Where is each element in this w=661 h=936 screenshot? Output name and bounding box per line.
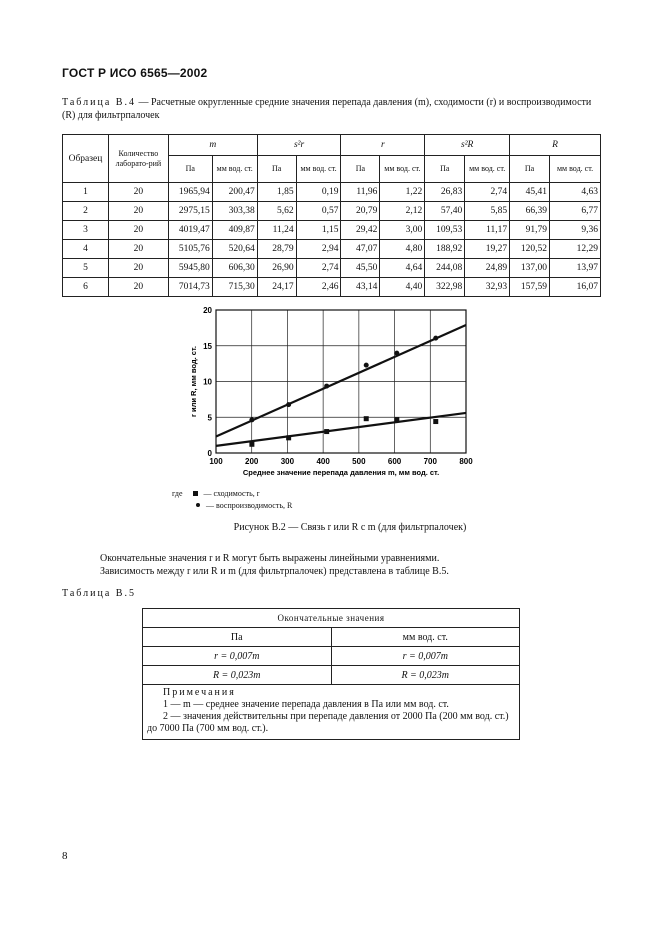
header-R: R xyxy=(510,135,601,156)
table-cell: 5,85 xyxy=(465,202,510,221)
table-cell: 2,46 xyxy=(296,278,341,297)
data-point-R xyxy=(364,363,369,368)
table-cell: 7014,73 xyxy=(168,278,212,297)
table4-caption xyxy=(62,96,602,122)
legend-R-text: — воспроизводимость, R xyxy=(206,501,293,510)
table-cell: 1 xyxy=(63,183,109,202)
x-axis-label: Среднее значение перепада давления m, мм вод. ст. xyxy=(242,468,440,477)
y-tick-label: 0 xyxy=(207,449,212,458)
table-cell: 2,12 xyxy=(380,202,425,221)
table-cell: 19,27 xyxy=(465,240,510,259)
table-cell: 322,98 xyxy=(425,278,465,297)
unit-pa: Па xyxy=(257,156,296,183)
table-row xyxy=(63,278,601,297)
legend-r-marker-icon xyxy=(193,491,198,496)
table-cell: 4,63 xyxy=(550,183,601,202)
table5-cell: R = 0,023m xyxy=(143,666,332,685)
x-tick-label: 800 xyxy=(459,457,473,466)
table-cell: 200,47 xyxy=(212,183,257,202)
unit-mm: мм вод. ст. xyxy=(465,156,510,183)
table-cell: 43,14 xyxy=(341,278,380,297)
table-row xyxy=(63,202,601,221)
table-cell: 1965,94 xyxy=(168,183,212,202)
header-sr2: s²r xyxy=(257,135,341,156)
chart-svg xyxy=(188,300,488,490)
data-point-R xyxy=(394,351,399,356)
table-cell: 16,07 xyxy=(550,278,601,297)
series-fit-line xyxy=(216,413,466,446)
x-tick-label: 700 xyxy=(423,457,437,466)
data-point-r xyxy=(324,429,329,434)
unit-mm: мм вод. ст. xyxy=(212,156,257,183)
unit-mm: мм вод. ст. xyxy=(550,156,601,183)
x-tick-label: 400 xyxy=(316,457,330,466)
header-sample: Образец xyxy=(63,135,109,183)
table-cell: 20 xyxy=(108,183,168,202)
unit-mm: мм вод. ст. xyxy=(296,156,341,183)
table-cell: 157,59 xyxy=(510,278,550,297)
table-cell: 120,52 xyxy=(510,240,550,259)
table-cell: 24,17 xyxy=(257,278,296,297)
unit-pa: Па xyxy=(341,156,380,183)
data-point-r xyxy=(286,435,291,440)
table5-col1: Па xyxy=(143,628,332,647)
table-row xyxy=(63,259,601,278)
unit-pa: Па xyxy=(425,156,465,183)
table5-cell: R = 0,023m xyxy=(331,666,520,685)
header-r: r xyxy=(341,135,425,156)
document-header: ГОСТ Р ИСО 6565—2002 xyxy=(62,66,208,80)
table-cell: 4019,47 xyxy=(168,221,212,240)
table-cell: 11,96 xyxy=(341,183,380,202)
table-cell: 26,83 xyxy=(425,183,465,202)
data-point-r xyxy=(433,419,438,424)
table-cell: 5,62 xyxy=(257,202,296,221)
table-cell: 5105,76 xyxy=(168,240,212,259)
table-cell: 0,57 xyxy=(296,202,341,221)
x-tick-label: 200 xyxy=(245,457,259,466)
table-cell: 20 xyxy=(108,259,168,278)
table-cell: 47,07 xyxy=(341,240,380,259)
y-tick-label: 5 xyxy=(207,413,212,423)
x-tick-label: 100 xyxy=(209,457,223,466)
table-cell: 45,41 xyxy=(510,183,550,202)
paragraph xyxy=(100,552,600,578)
data-point-R xyxy=(324,384,329,389)
table5-title: Окончательные значения xyxy=(143,609,520,628)
table-row xyxy=(63,221,601,240)
legend-r-text: — сходимость, r xyxy=(203,489,260,498)
figure-caption: Рисунок В.2 — Связь r или R с m (для фильтрпалочек) xyxy=(233,522,467,533)
unit-mm: мм вод. ст. xyxy=(380,156,425,183)
page-number: 8 xyxy=(62,850,68,862)
table-cell: 715,30 xyxy=(212,278,257,297)
table-cell: 5945,80 xyxy=(168,259,212,278)
table-cell: 91,79 xyxy=(510,221,550,240)
table-b4 xyxy=(62,134,601,297)
table-row xyxy=(63,240,601,259)
data-point-r xyxy=(249,442,254,447)
table-cell: 66,39 xyxy=(510,202,550,221)
table-cell: 5 xyxy=(63,259,109,278)
table5-caption: Таблица В.5 xyxy=(62,588,136,599)
table-cell: 4,80 xyxy=(380,240,425,259)
header-m: m xyxy=(168,135,257,156)
table-cell: 32,93 xyxy=(465,278,510,297)
table5-col2: мм вод. ст. xyxy=(331,628,520,647)
table-cell: 3,00 xyxy=(380,221,425,240)
table-cell: 11,17 xyxy=(465,221,510,240)
table-cell: 9,36 xyxy=(550,221,601,240)
table5-cell: r = 0,007m xyxy=(143,647,332,666)
y-tick-label: 15 xyxy=(203,341,212,351)
table4-caption-label: Таблица В.4 xyxy=(62,97,136,108)
table-cell: 6,77 xyxy=(550,202,601,221)
y-tick-label: 10 xyxy=(203,377,212,387)
table-cell: 1,22 xyxy=(380,183,425,202)
unit-pa: Па xyxy=(510,156,550,183)
table-cell: 13,97 xyxy=(550,259,601,278)
table-cell: 2,74 xyxy=(296,259,341,278)
table-cell: 520,64 xyxy=(212,240,257,259)
notes-title: Примечания xyxy=(163,687,236,698)
table-cell: 24,89 xyxy=(465,259,510,278)
table-cell: 20 xyxy=(108,202,168,221)
table-cell: 20 xyxy=(108,278,168,297)
chart-figure-b2 xyxy=(188,300,488,520)
legend-R-marker-icon xyxy=(196,503,200,507)
x-tick-label: 500 xyxy=(352,457,366,466)
table-cell: 606,30 xyxy=(212,259,257,278)
table-cell: 303,38 xyxy=(212,202,257,221)
table-cell: 0,19 xyxy=(296,183,341,202)
table-cell: 12,29 xyxy=(550,240,601,259)
table-cell: 3 xyxy=(63,221,109,240)
table-cell: 6 xyxy=(63,278,109,297)
data-point-r xyxy=(364,416,369,421)
table-cell: 45,50 xyxy=(341,259,380,278)
table-cell: 29,42 xyxy=(341,221,380,240)
table5-notes xyxy=(143,685,520,740)
note-2: 2 — значения действительны при перепаде давления от 2000 Па (200 мм вод. ст.) до 7000 Па (700 мм вод. ст.). xyxy=(147,711,509,734)
x-tick-label: 300 xyxy=(280,457,295,466)
table-cell: 20 xyxy=(108,240,168,259)
table-cell: 1,15 xyxy=(296,221,341,240)
table-cell: 57,40 xyxy=(425,202,465,221)
table-cell: 11,24 xyxy=(257,221,296,240)
table-cell: 28,79 xyxy=(257,240,296,259)
table-row xyxy=(63,183,601,202)
table-cell: 2,94 xyxy=(296,240,341,259)
table-cell: 2975,15 xyxy=(168,202,212,221)
legend-where: где xyxy=(172,489,183,498)
table-cell: 4,64 xyxy=(380,259,425,278)
paragraph-line-1: Окончательные значения r и R могут быть выражены линейными уравнениями. xyxy=(100,553,440,564)
table-cell: 2,74 xyxy=(465,183,510,202)
table-b4-body xyxy=(63,183,601,297)
data-point-R xyxy=(433,336,438,341)
data-point-R xyxy=(286,402,291,407)
unit-pa: Па xyxy=(168,156,212,183)
table-cell: 244,08 xyxy=(425,259,465,278)
table-cell: 20,79 xyxy=(341,202,380,221)
header-labs: Количество лаборато-рий xyxy=(108,135,168,183)
table-cell: 2 xyxy=(63,202,109,221)
table-cell: 109,53 xyxy=(425,221,465,240)
chart-legend xyxy=(172,488,292,512)
table-cell: 20 xyxy=(108,221,168,240)
table-b5 xyxy=(142,608,520,740)
table-cell: 188,92 xyxy=(425,240,465,259)
table-cell: 409,87 xyxy=(212,221,257,240)
x-tick-label: 600 xyxy=(387,457,402,466)
table4-caption-text: — Расчетные округленные средние значения перепада давления (m), сходимости (r) и воспроизводимости (R) для фильтрпалочек xyxy=(62,97,592,121)
note-1: 1 — m — среднее значение перепада давления в Па или мм вод. ст. xyxy=(163,699,449,710)
table-cell: 1,85 xyxy=(257,183,296,202)
header-sR2: s²R xyxy=(425,135,510,156)
table-cell: 4,40 xyxy=(380,278,425,297)
table-cell: 26,90 xyxy=(257,259,296,278)
y-tick-label: 20 xyxy=(203,306,212,315)
table5-cell: r = 0,007m xyxy=(331,647,520,666)
data-point-r xyxy=(394,417,399,422)
table-cell: 137,00 xyxy=(510,259,550,278)
data-point-R xyxy=(249,417,254,422)
paragraph-line-2: Зависимость между r или R и m (для фильтрпалочек) представлена в таблице В.5. xyxy=(100,566,449,577)
y-axis-label: r или R, мм вод. ст. xyxy=(189,345,198,418)
table-cell: 4 xyxy=(63,240,109,259)
